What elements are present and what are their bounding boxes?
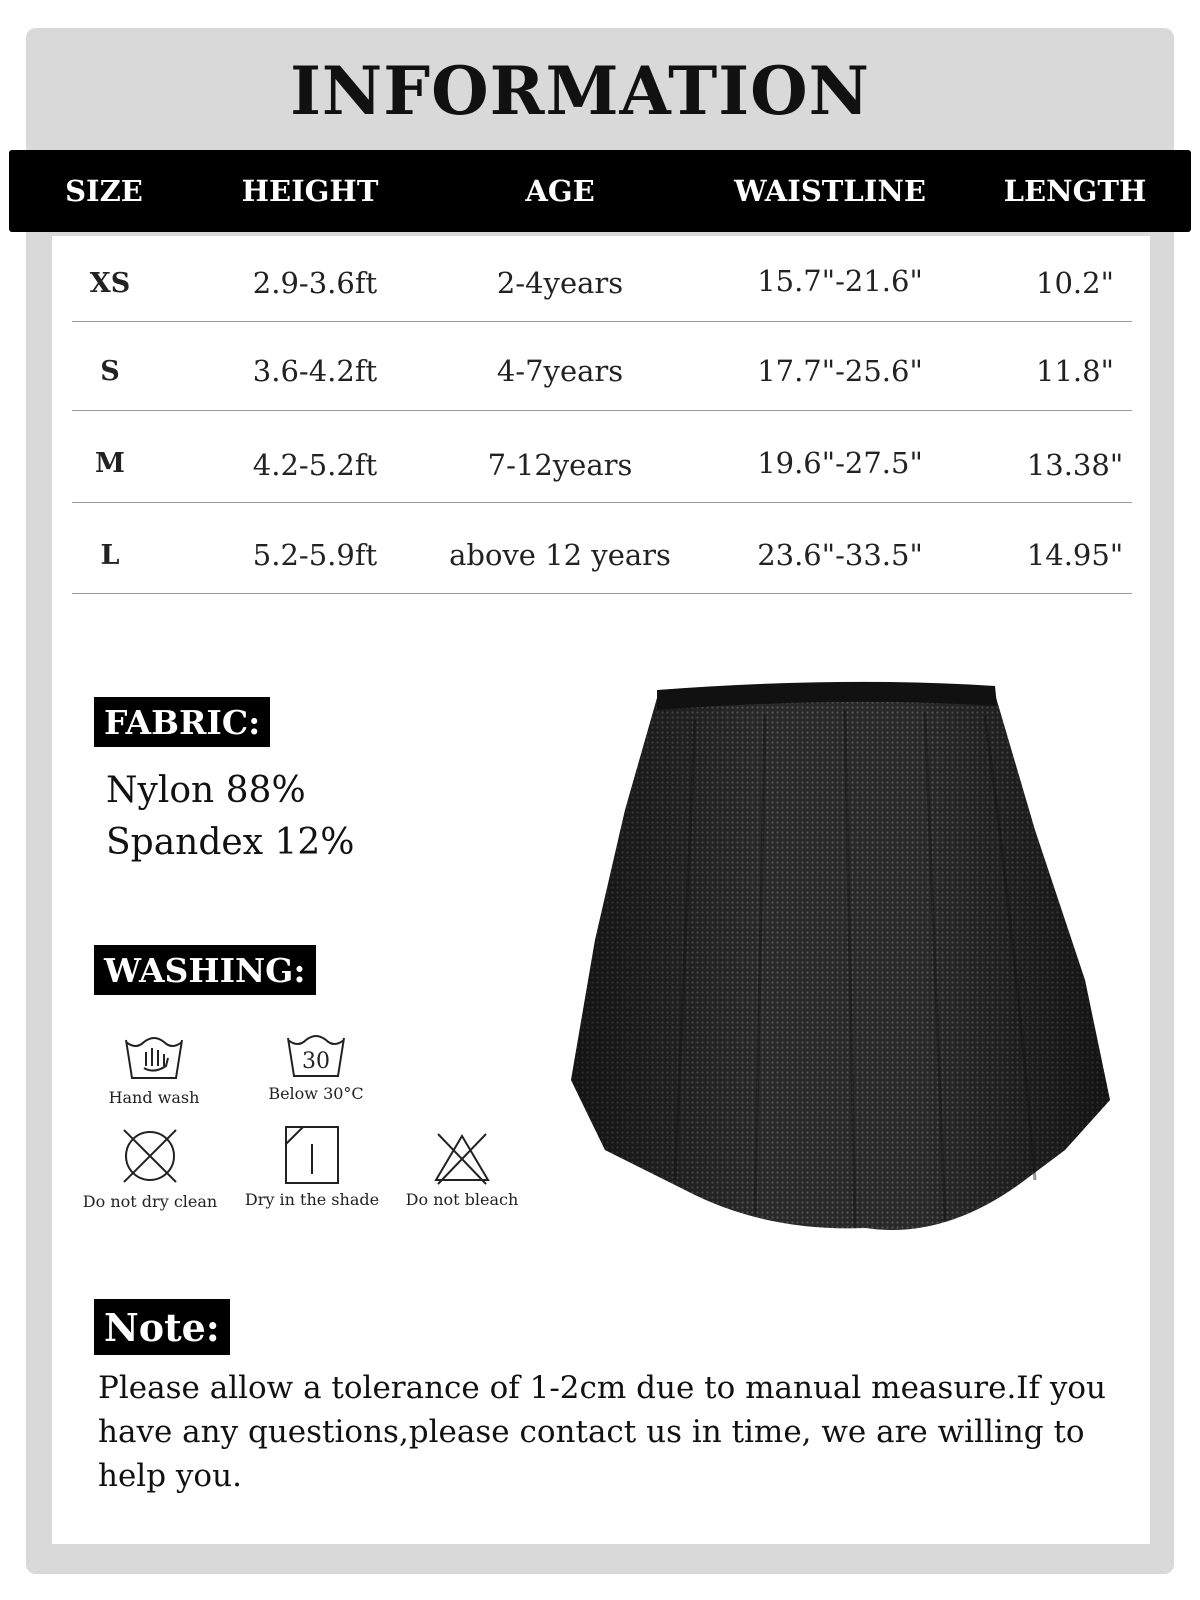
page-title: INFORMATION [290,52,870,130]
cell-length: 13.38" [1026,448,1124,482]
cell-size: M [95,448,125,479]
cell-height: 3.6-4.2ft [252,354,378,388]
cell-age: 7-12years [487,448,633,482]
cell-age: 2-4years [496,266,624,300]
do-not-bleach-icon [432,1130,492,1186]
wash-item-dry-shade [232,1124,392,1209]
cell-waistline: 15.7"-21.6" [757,264,923,298]
cell-size: L [100,540,120,571]
washing-label: WASHING: [94,945,316,995]
wash-30-value: 30 [302,1049,330,1074]
wash-label-hand-wash: Hand wash [108,1088,200,1107]
wash-label-no-bleach: Do not bleach [405,1190,519,1209]
note-text: Please allow a tolerance of 1-2cm due to manual measure.If you have any questions,please contact us in time, we are willing to help you. [98,1370,1107,1494]
note-label: Note: [94,1299,230,1355]
hand-wash-icon [122,1030,186,1084]
cell-age: 4-7years [496,354,624,388]
cell-waistline: 23.6"-33.5" [757,538,923,572]
cell-height: 4.2-5.2ft [252,448,378,482]
wash-item-no-bleach [382,1130,542,1209]
fabric-spandex: Spandex 12% [106,822,355,863]
wash-item-hand-wash [74,1030,234,1107]
cell-length: 10.2" [1036,266,1114,300]
header-waistline: WAISTLINE [734,174,926,208]
row-divider [72,321,1132,322]
header-size: SIZE [65,174,143,208]
dry-in-shade-icon [283,1124,341,1186]
cell-waistline: 19.6"-27.5" [757,446,923,480]
row-divider [72,593,1132,594]
header-length: LENGTH [1003,174,1147,208]
header-age: AGE [525,174,595,208]
cell-length: 11.8" [1036,354,1114,388]
wash-label-no-dry-clean: Do not dry clean [82,1192,218,1211]
wash-30-icon [284,1030,348,1080]
cell-length: 14.95" [1026,538,1124,572]
do-not-dry-clean-icon [118,1124,182,1188]
wash-item-no-dry-clean [70,1124,230,1211]
cell-size: S [100,356,120,387]
cell-height: 5.2-5.9ft [252,538,378,572]
fabric-label: FABRIC: [94,697,270,747]
header-height: HEIGHT [241,174,379,208]
cell-height: 2.9-3.6ft [252,266,378,300]
wash-label-dry-shade: Dry in the shade [244,1190,380,1209]
fabric-nylon: Nylon 88% [106,770,306,811]
wash-label-30: Below 30°C [268,1084,364,1103]
wash-item-30 [236,1030,396,1103]
cell-waistline: 17.7"-25.6" [757,354,923,388]
cell-size: XS [89,268,131,299]
row-divider [72,410,1132,411]
cell-age: above 12 years [449,538,671,572]
mesh-skirt-image [565,680,1125,1250]
row-divider [72,502,1132,503]
